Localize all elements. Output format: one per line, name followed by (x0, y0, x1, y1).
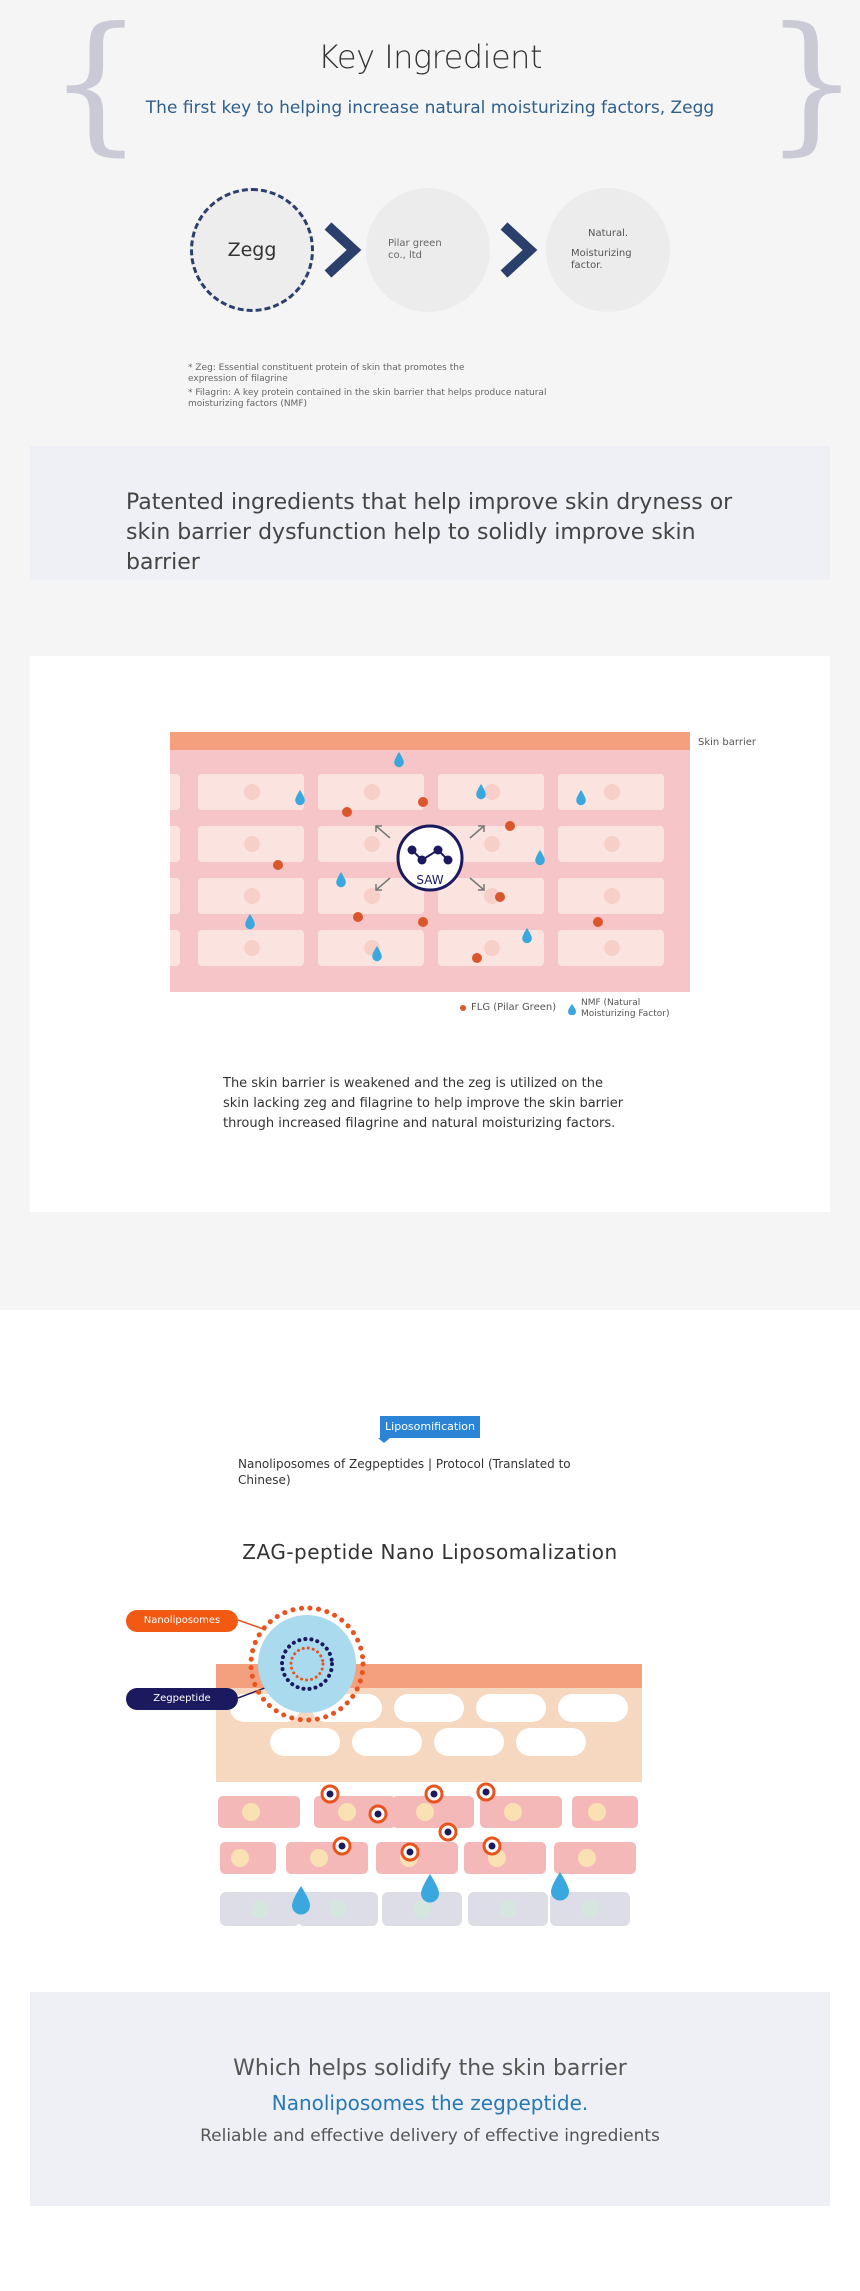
protocol-text: Nanoliposomes of Zegpeptides | Protocol (Translated to Chinese) (238, 1457, 571, 1487)
skin-barrier-label: Skin barrier (698, 737, 756, 748)
zag-title: ZAG-peptide Nano Liposomalization (242, 1540, 618, 1564)
legend-flg (460, 1002, 556, 1013)
skin-cell (170, 826, 180, 862)
flg-dot (505, 821, 515, 831)
diagram-caption: The skin barrier is weakened and the zeg is utilized on the skin lacking zeg and filagrine to help improve the skin barrier through increased filagrine and natural moisturizing factors. (223, 1076, 624, 1131)
flg-dot (342, 807, 352, 817)
pill-nanoliposomes: Nanoliposomes (126, 1610, 238, 1632)
page-subtitle: The first key to helping increase natural moisturizing factors, Zegg (145, 98, 715, 118)
flg-dot (418, 917, 428, 927)
footnote-zeg: * Zeg: Essential constituent protein of skin that promotes the expression of filagrine (188, 363, 465, 384)
flg-dot (353, 912, 363, 922)
water-drop-icon (292, 1886, 310, 1915)
right-brace: } (764, 0, 860, 170)
summary-line3: Reliable and effective delivery of effective ingredients (200, 2126, 660, 2146)
flow-step-nmf-label-b: Moisturizing factor. (571, 248, 632, 271)
flow-step-nmf (546, 188, 670, 312)
left-brace: { (48, 0, 144, 170)
water-drop-icon (568, 1004, 576, 1015)
flow-step-pilar-label: Pilar green co., ltd (388, 238, 442, 261)
liposome-core (258, 1615, 356, 1713)
footnote-filagrin: * Filagrin: A key protein contained in the skin barrier that helps produce natural moisturizing factors (NMF) (188, 388, 547, 409)
legend-nmf (568, 998, 673, 1020)
flow-step-zegg (190, 188, 314, 312)
chevron-right-icon (498, 222, 538, 278)
flow-step-nmf-label-a: Natural. (588, 228, 629, 239)
legend-nmf-label: NMF (Natural Moisturizing Factor) (581, 998, 670, 1019)
nano-liposome-diagram (126, 1596, 656, 1936)
summary-line2: Nanoliposomes the zegpeptide. (271, 2091, 589, 2115)
flg-dot-icon (460, 1005, 466, 1011)
saw-label: SAW (416, 873, 444, 887)
flg-dot (273, 860, 283, 870)
epidermis-cell (476, 1694, 546, 1722)
summary-line1: Which helps solidify the skin barrier (233, 2056, 627, 2081)
epidermis-cell (270, 1728, 340, 1756)
flg-dot (472, 953, 482, 963)
flow-step-pilar (366, 188, 490, 312)
flg-dot (593, 917, 603, 927)
water-drop-icon (551, 1872, 569, 1901)
skin-cell (170, 930, 180, 966)
epidermis-cell (558, 1694, 628, 1722)
highlight-band-text: Patented ingredients that help improve skin dryness or skin barrier dysfunction help to solidly improve skin barrier (126, 490, 733, 575)
skin-cell (170, 774, 180, 810)
flow-step-zegg-label: Zegg (227, 239, 277, 261)
chevron-right-icon (322, 222, 362, 278)
skin-cell (170, 878, 180, 914)
water-drop-icon (421, 1874, 439, 1903)
flg-dot (495, 892, 505, 902)
barrier-layer (170, 732, 690, 750)
legend-flg-label: FLG (Pilar Green) (471, 1002, 557, 1013)
liposomification-tag: Liposomification (380, 1416, 480, 1438)
middle-cells (218, 1796, 638, 1874)
epidermis-cell (434, 1728, 504, 1756)
pill-zegpeptide: Zegpeptide (126, 1688, 238, 1710)
flg-dot (418, 797, 428, 807)
epidermis-cell (394, 1694, 464, 1722)
epidermis-cell (516, 1728, 586, 1756)
page-title: Key Ingredient (318, 38, 542, 76)
skin-barrier-diagram (170, 732, 690, 1032)
epidermis-cell (352, 1728, 422, 1756)
